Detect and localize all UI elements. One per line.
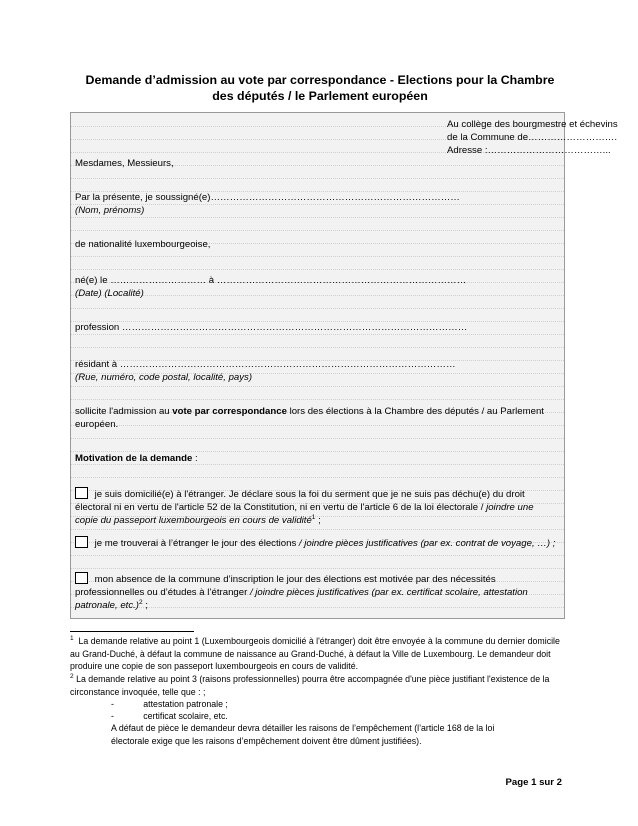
nationality-text: de nationalité luxembourgeoise,	[75, 239, 211, 250]
footnote-2-item-1: - attestation patronale ;	[111, 699, 228, 709]
footnote-separator	[70, 631, 194, 632]
option-3-checkbox[interactable]	[75, 572, 88, 584]
motivation-heading: Motivation de la demande :	[75, 453, 198, 464]
option-abroad-resident: je suis domicilié(e) à l'étranger. Je déclare sous la foi du serment que je ne suis pas déchu(e) du droit électoral ni en vertu de l'article 52 de la Constitution, ni en vertu de l'article 6 de la loi électorale / joindre une copie du passeport luxembourgeois en cours de validité$^1$ ;	[75, 489, 534, 526]
residence-field[interactable]: résidant à ……………………………………………………………………………………………	[75, 359, 456, 370]
profession-field[interactable]: profession ………………………………………………………………………………………………	[75, 322, 468, 333]
option-abroad-election-day: je me trouverai à l’étranger le jour des élections / joindre pièces justificatives (par ex. contrat de voyage, …) ;	[75, 536, 558, 550]
birth-hint: (Date) (Localité)	[75, 288, 144, 299]
addressee-line-1: Au collège des bourgmestre et échevins	[447, 119, 618, 130]
document-title	[70, 72, 570, 104]
page-number: Page 1 sur 2	[505, 777, 562, 788]
salutation: Mesdames, Messieurs,	[75, 158, 174, 169]
option-1-checkbox[interactable]	[75, 487, 88, 499]
footnote-2: $^2$ La demande relative au point 3 (raisons professionnelles) pourra être accompagnée d'une pièce justifiant l'existence de la circonstance invoquée, telle que : ;	[70, 673, 550, 697]
application-form	[70, 112, 618, 619]
request-mode: vote par correspondance	[172, 406, 287, 417]
name-field[interactable]: Par la présente, je soussigné(e)……………………………………………………………………	[75, 192, 460, 203]
option-professional-absence: mon absence de la commune d’inscription le jour des élections est motivée par des nécessités professionnelles ou d’études à l’étranger / joindre pièces justificatives (par ex. certificat scolaire, attestation patronale, etc.)$^2$ ;	[75, 574, 528, 611]
title-line-2: des députés / le Parlement européen	[212, 89, 428, 103]
birth-field[interactable]: né(e) le ………………………… à ……………………………………………………………………	[75, 275, 467, 286]
footnote-1: $^1$ La demande relative au point 1 (Luxembourgeois domicilié à l'étranger) doit être envoyée à la commune du dernier domicile au Grand-Duché, à défaut la commune de naissance au Grand-Duché, à défaut la Ville de Luxembourg. Le demandeur doit produire une copie de son passeport luxembourgeois en cours de validité.	[70, 635, 560, 672]
request-statement: sollicite l'admission au vote par correspondance lors des élections à la Chambre des députés / au Parlement européen.	[75, 406, 544, 430]
addressee-commune-field[interactable]: de la Commune de……………………….	[447, 132, 618, 143]
addressee-address-field[interactable]: Adresse :………………………………...	[447, 145, 611, 156]
residence-hint: (Rue, numéro, code postal, localité, pays)	[75, 372, 253, 383]
footnote-2-note: A défaut de pièce le demandeur devra détailler les raisons de l’empêchement (l’article 168 de la loi électorale exige que les raisons d’empêchement doivent être dûment justifiées).	[111, 723, 495, 746]
title-line-1: Demande d’admission au vote par correspondance - Elections pour la Chambre	[85, 73, 555, 87]
footnote-2-item-2: - certificat scolaire, etc.	[111, 711, 228, 721]
option-2-checkbox[interactable]	[75, 536, 88, 548]
name-hint: (Nom, prénoms)	[75, 205, 145, 216]
